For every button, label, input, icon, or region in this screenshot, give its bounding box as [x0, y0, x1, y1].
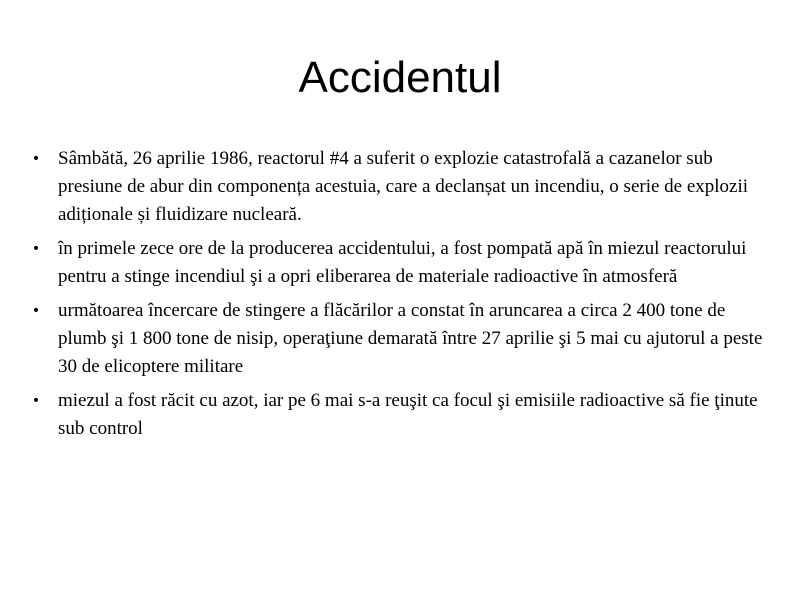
bullet-list: [28, 145, 778, 449]
bullet-item: [28, 235, 778, 291]
bullet-dot-icon: •: [31, 393, 41, 409]
bullet-item: [28, 145, 778, 229]
bullet-text: următoarea încercare de stingere a flăcărilor a constat în aruncarea a circa 2 400 tone de plumb şi 1 800 tone de nisip, operaţiune demarată între 27 aprilie şi 5 mai cu ajutorul a peste 30 de elicoptere militare: [58, 300, 763, 377]
bullet-text: în primele zece ore de la producerea accidentului, a fost pompată apă în miezul reactorului pentru a stinge incendiul şi a opri eliberarea de materiale radioactive în atmosferă: [58, 238, 747, 287]
bullet-dot-icon: •: [31, 151, 41, 167]
bullet-text: Sâmbătă, 26 aprilie 1986, reactorul #4 a suferit o explozie catastrofală a cazanelor sub presiune de abur din componența acestuia, care a declanșat un incendiu, o serie de explozii adiționale și fluidizare nucleară.: [58, 148, 749, 225]
bullet-item: [28, 387, 778, 443]
bullet-dot-icon: •: [31, 241, 41, 257]
bullet-dot-icon: •: [31, 303, 41, 319]
bullet-item: [28, 297, 778, 381]
slide-title: Accidentul: [298, 53, 502, 102]
bullet-text: miezul a fost răcit cu azot, iar pe 6 mai s-a reuşit ca focul şi emisiile radioactive să fie ţinute sub control: [58, 390, 758, 439]
